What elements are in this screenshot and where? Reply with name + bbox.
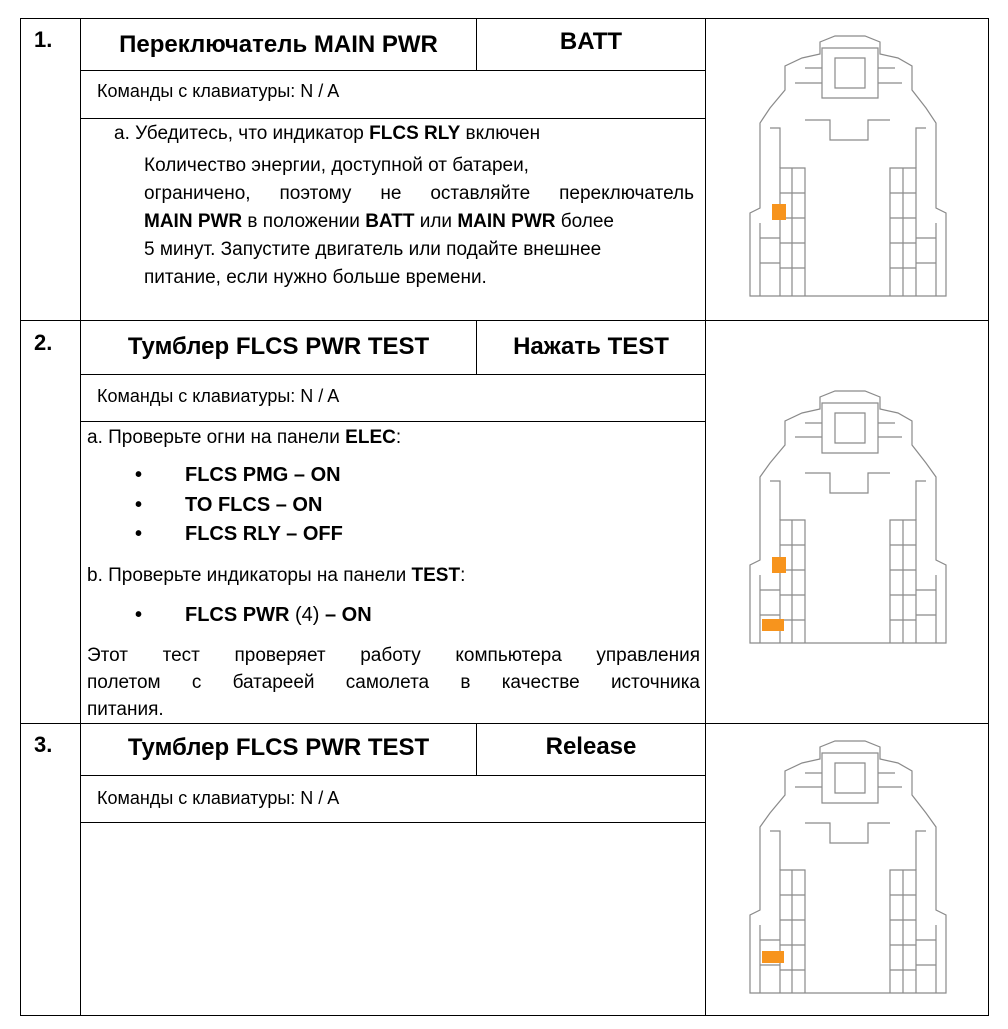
table-border-bottom bbox=[20, 1015, 989, 1016]
cockpit-outline bbox=[750, 391, 946, 643]
step-action: BATT bbox=[559, 28, 623, 55]
test-panel-highlight bbox=[762, 619, 784, 631]
step3-keyboard-bottom bbox=[80, 822, 706, 823]
bullet-icon: • bbox=[135, 523, 143, 545]
bullet-icon: • bbox=[135, 494, 143, 516]
table-border-top bbox=[20, 18, 989, 19]
bullet-icon: • bbox=[135, 604, 143, 626]
note-line: 5 минут. Запустите двигатель или подайте внешнее bbox=[144, 239, 602, 260]
cockpit-diagram-step2 bbox=[740, 385, 955, 647]
elec-panel-highlight bbox=[772, 557, 786, 573]
step-control-name: Тумблер FLCS PWR TEST bbox=[127, 333, 430, 360]
cockpit-diagram-step3 bbox=[740, 735, 955, 997]
check-item-a: a. Проверьте огни на панели ELEC: bbox=[87, 427, 402, 448]
step-number: 1. bbox=[34, 27, 53, 52]
table-border-right bbox=[988, 18, 989, 1016]
cockpit-diagram-step1 bbox=[740, 28, 955, 298]
step-action: Release bbox=[545, 733, 637, 760]
main-pwr-switch-highlight bbox=[772, 204, 786, 220]
bullet-icon: • bbox=[135, 464, 143, 486]
note-line: питание, если нужно больше времени. bbox=[144, 267, 487, 288]
step-control-name: Переключатель MAIN PWR bbox=[119, 31, 438, 58]
step2-header-bottom bbox=[80, 374, 706, 375]
check-item-a bbox=[114, 120, 540, 148]
test-panel-highlight bbox=[762, 951, 784, 963]
note-line: ограничено, поэтому не оставляйте переключатель bbox=[144, 183, 694, 204]
step-number: 3. bbox=[34, 732, 53, 757]
keyboard-commands: Команды с клавиатуры: N / A bbox=[97, 386, 340, 406]
check-item-b: b. Проверьте индикаторы на панели TEST: bbox=[87, 565, 466, 586]
battery-warning-note bbox=[144, 152, 694, 292]
keyboard-commands: Команды с клавиатуры: N / A bbox=[97, 81, 340, 101]
step1-keyboard-bottom bbox=[80, 118, 706, 119]
indicator-name: FLCS RLY bbox=[369, 123, 461, 144]
image-column-divider bbox=[705, 18, 706, 1016]
number-column-divider bbox=[80, 18, 81, 1016]
table-border-left bbox=[20, 18, 21, 1016]
panel-name: ELEC bbox=[345, 427, 396, 448]
cockpit-outline bbox=[750, 36, 946, 296]
test-description-note: Этот тест проверяет работу компьютера управления полетом с батареей самолета в качестве источника питания. bbox=[87, 645, 700, 720]
note-line: MAIN PWR в положении BATT или MAIN PWR более bbox=[144, 211, 614, 232]
keyboard-commands: Команды с клавиатуры: N / A bbox=[97, 788, 340, 808]
check-item-text: a. Убедитесь, что индикатор bbox=[114, 123, 370, 144]
note-line: Количество энергии, доступной от батареи, bbox=[144, 155, 529, 176]
row-divider-1 bbox=[20, 320, 989, 321]
step-number: 2. bbox=[34, 330, 53, 355]
step-control-name: Тумблер FLCS PWR TEST bbox=[127, 734, 430, 761]
step-action: Нажать TEST bbox=[513, 333, 669, 360]
panel-name: TEST bbox=[411, 565, 461, 586]
step2-keyboard-bottom bbox=[80, 421, 706, 422]
step3-header-bottom bbox=[80, 775, 706, 776]
step1-header-bottom bbox=[80, 70, 706, 71]
row-divider-2 bbox=[20, 723, 989, 724]
check-item-suffix: включен bbox=[460, 123, 541, 144]
